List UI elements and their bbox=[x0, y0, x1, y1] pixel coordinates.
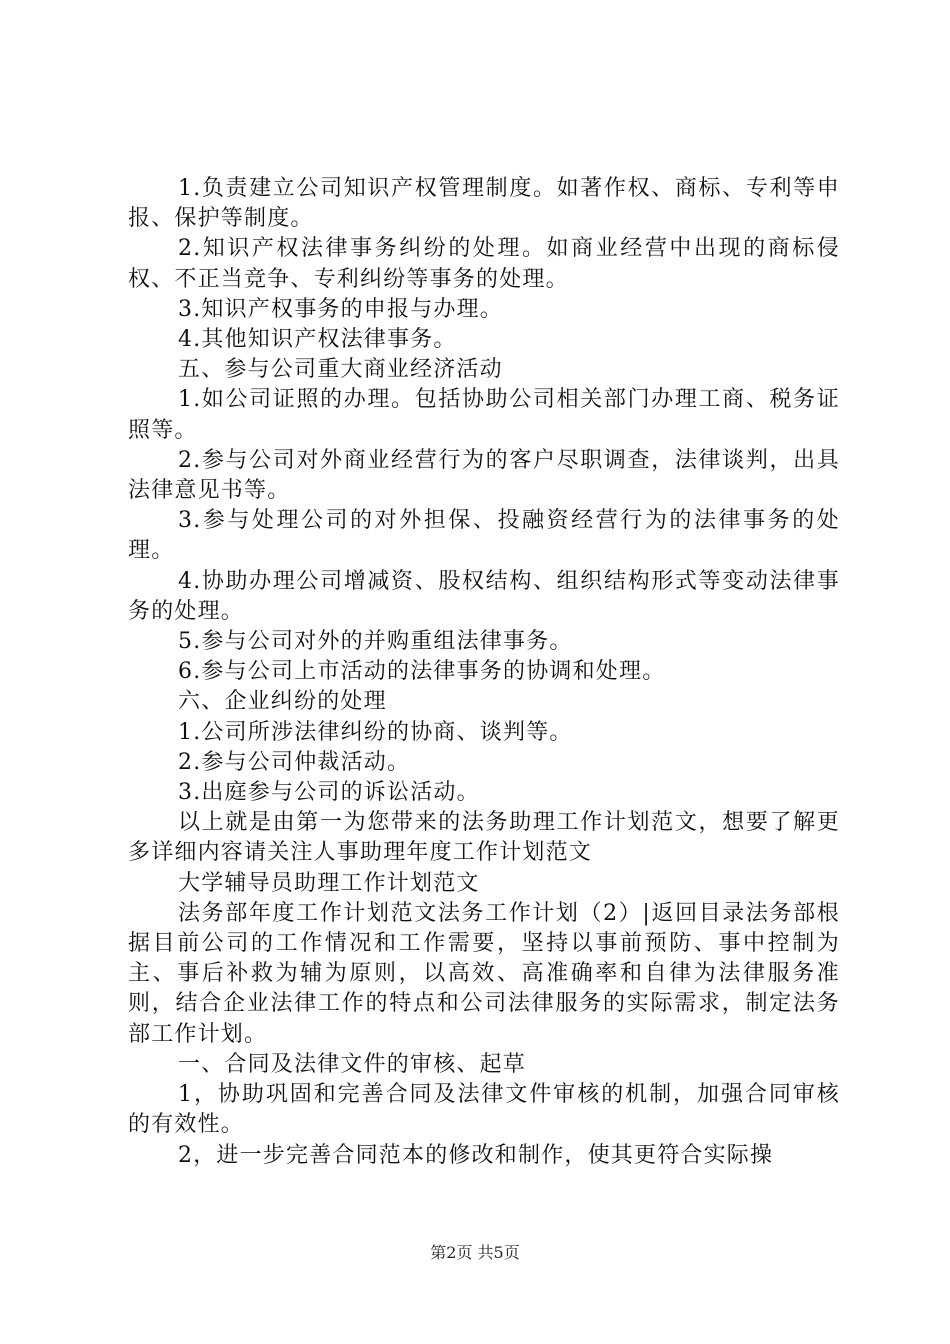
paragraph: 4.其他知识产权法律事务。 bbox=[178, 327, 457, 353]
paragraph: 大学辅导员助理工作计划范文 bbox=[178, 870, 480, 896]
paragraph: 2，进一步完善合同范本的修改和制作，使其更符合实际操 bbox=[178, 1142, 774, 1168]
paragraph: 3.出庭参与公司的诉讼活动。 bbox=[178, 780, 480, 806]
paragraph: 6.参与公司上市活动的法律事务的协调和处理。 bbox=[178, 659, 666, 685]
paragraph: 1，协助巩固和完善合同及法律文件审核的机制，加强合同审核的有效性。 bbox=[128, 1082, 840, 1138]
paragraph: 5.参与公司对外的并购重组法律事务。 bbox=[178, 629, 573, 655]
document-body bbox=[128, 174, 840, 1171]
section-heading: 一、合同及法律文件的审核、起草 bbox=[178, 1051, 527, 1077]
section-heading: 五、参与公司重大商业经济活动 bbox=[178, 357, 503, 383]
paragraph: 2.参与公司对外商业经营行为的客户尽职调查，法律谈判，出具法律意见书等。 bbox=[128, 447, 840, 504]
paragraph: 3.知识产权事务的申报与办理。 bbox=[178, 296, 503, 322]
section-heading: 六、企业纠纷的处理 bbox=[178, 689, 387, 715]
paragraph: 4.协助办理公司增减资、股权结构、组织结构形式等变动法律事务的处理。 bbox=[128, 568, 840, 624]
paragraph: 1.负责建立公司知识产权管理制度。如著作权、商标、专利等申报、保护等制度。 bbox=[128, 176, 840, 232]
paragraph: 3.参与处理公司的对外担保、投融资经营行为的法律事务的处理。 bbox=[128, 508, 840, 564]
paragraph: 以上就是由第一为您带来的法务助理工作计划范文，想要了解更多详细内容请关注人事助理年度工作计划范文 bbox=[128, 810, 840, 866]
page-number-footer: 第2页 共5页 bbox=[430, 1243, 520, 1262]
paragraph: 1.如公司证照的办理。包括协助公司相关部门办理工商、税务证照等。 bbox=[128, 387, 840, 443]
paragraph: 2.参与公司仲裁活动。 bbox=[178, 749, 411, 775]
paragraph: 1.公司所涉法律纠纷的协商、谈判等。 bbox=[178, 719, 573, 745]
paragraph: 2.知识产权法律事务纠纷的处理。如商业经营中出现的商标侵权、不正当竞争、专利纠纷等事务的处理。 bbox=[128, 236, 840, 292]
paragraph: 法务部年度工作计划范文法务工作计划（2）|返回目录法务部根据目前公司的工作情况和工作需要，坚持以事前预防、事中控制为主、事后补救为辅为原则，以高效、高准确率和自律为法律服务准则，结合企业法律工作的特点和公司法律服务的实际需求，制定法务部工作计划。 bbox=[128, 900, 840, 1047]
